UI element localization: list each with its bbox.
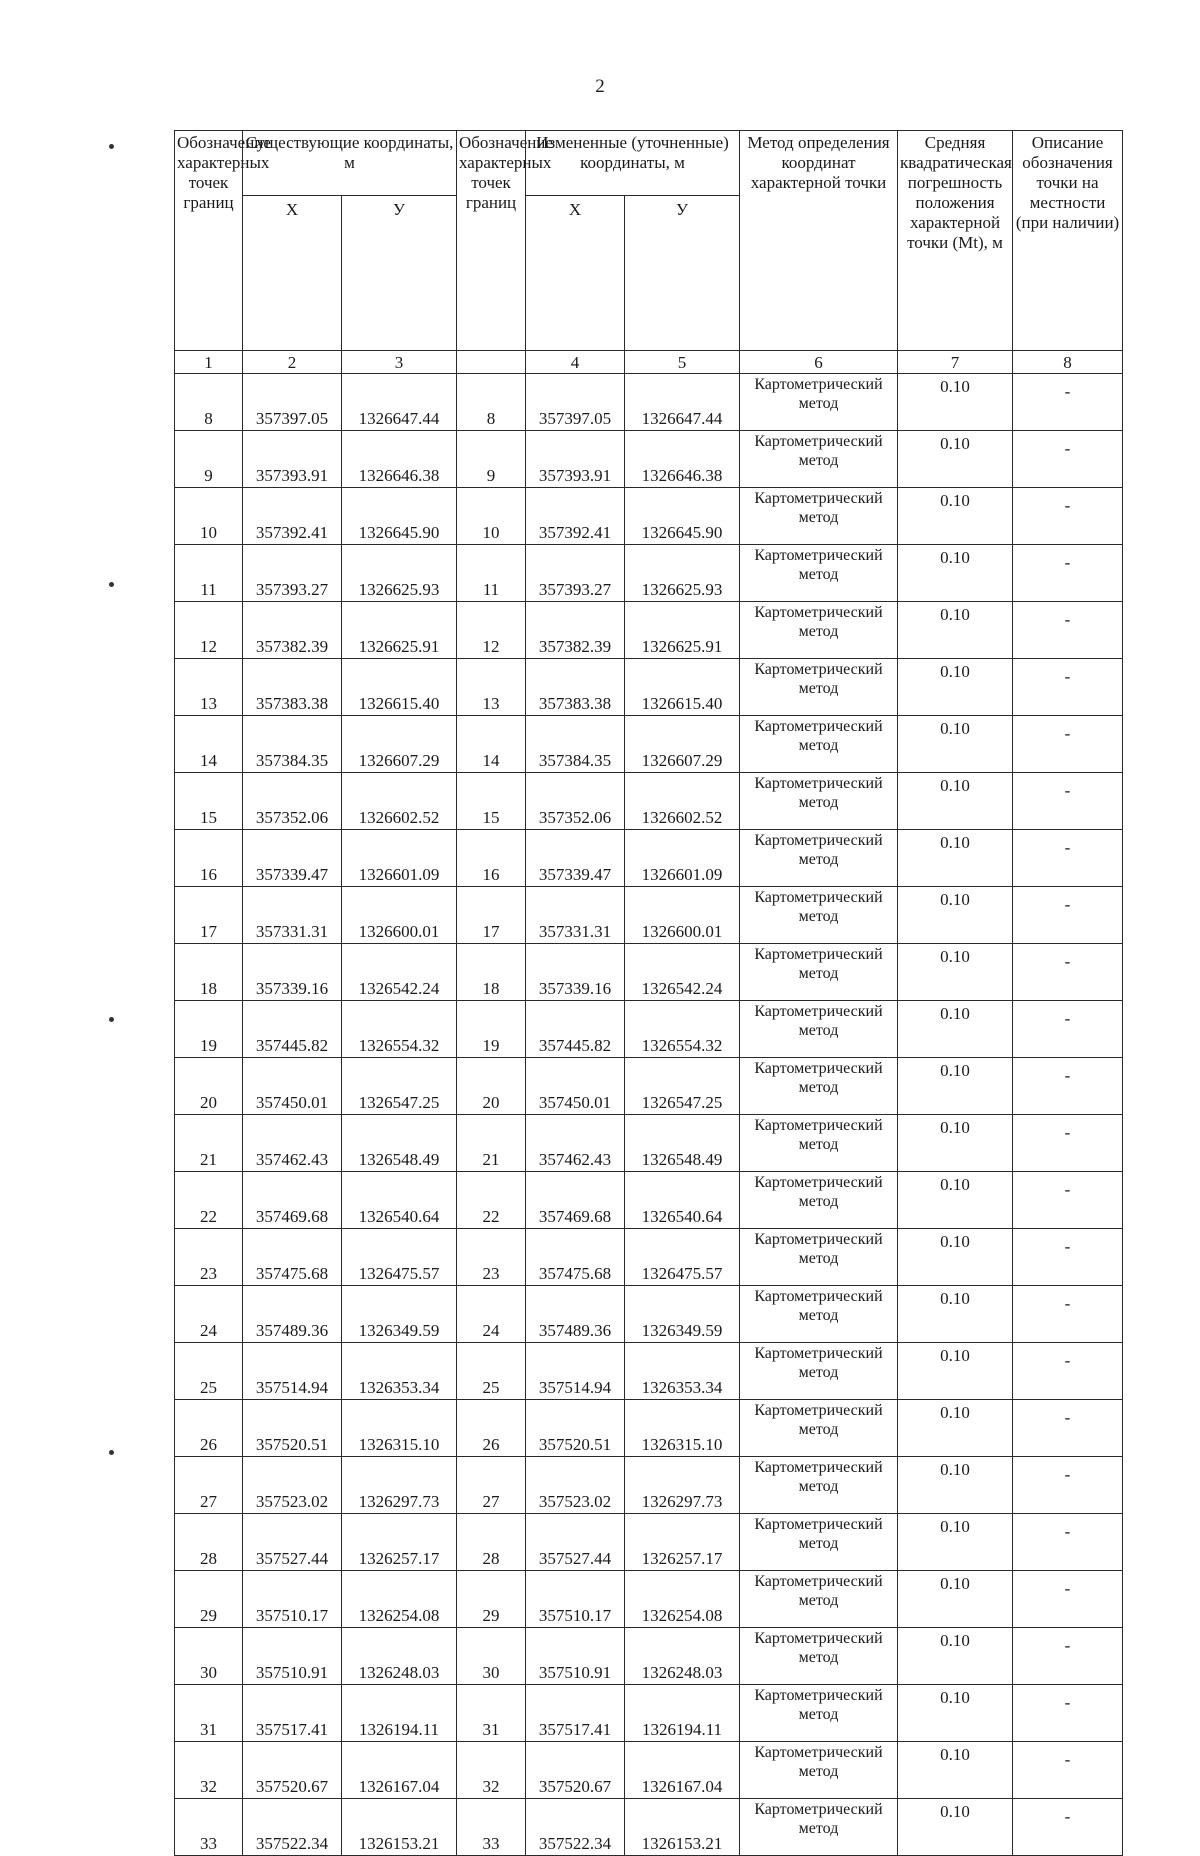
description: - — [1013, 1058, 1123, 1115]
table-row — [175, 1685, 1123, 1742]
point-id-existing: 13 — [175, 659, 243, 716]
y-changed: 1326647.44 — [625, 374, 740, 431]
y-existing: 1326297.73 — [342, 1457, 457, 1514]
accuracy: 0.10 — [898, 887, 1013, 944]
header-accuracy: Средняя квадратическая погрешность положения характерной точки (Мt), м — [898, 131, 1013, 351]
point-id-changed: 31 — [457, 1685, 526, 1742]
column-number: 5 — [625, 351, 740, 374]
accuracy: 0.10 — [898, 1400, 1013, 1457]
margin-dot — [109, 582, 114, 587]
point-id-changed: 16 — [457, 830, 526, 887]
table-row — [175, 431, 1123, 488]
x-existing: 357517.41 — [243, 1685, 342, 1742]
point-id-changed: 18 — [457, 944, 526, 1001]
column-number: 2 — [243, 351, 342, 374]
description: - — [1013, 1799, 1123, 1856]
point-id-existing: 32 — [175, 1742, 243, 1799]
x-existing: 357475.68 — [243, 1229, 342, 1286]
description: - — [1013, 1286, 1123, 1343]
method: Картометрический метод — [740, 1115, 898, 1172]
accuracy: 0.10 — [898, 1172, 1013, 1229]
point-id-existing: 21 — [175, 1115, 243, 1172]
description: - — [1013, 1343, 1123, 1400]
x-existing: 357339.16 — [243, 944, 342, 1001]
point-id-changed: 17 — [457, 887, 526, 944]
method: Картометрический метод — [740, 1058, 898, 1115]
y-changed: 1326248.03 — [625, 1628, 740, 1685]
page-number: 2 — [595, 76, 605, 97]
point-id-existing: 24 — [175, 1286, 243, 1343]
description: - — [1013, 1685, 1123, 1742]
y-changed: 1326615.40 — [625, 659, 740, 716]
x-existing: 357384.35 — [243, 716, 342, 773]
y-existing: 1326153.21 — [342, 1799, 457, 1856]
table-row — [175, 545, 1123, 602]
point-id-existing: 25 — [175, 1343, 243, 1400]
y-existing: 1326647.44 — [342, 374, 457, 431]
method: Картометрический метод — [740, 1229, 898, 1286]
y-changed: 1326542.24 — [625, 944, 740, 1001]
method: Картометрический метод — [740, 488, 898, 545]
accuracy: 0.10 — [898, 545, 1013, 602]
y-existing: 1326625.93 — [342, 545, 457, 602]
table-row — [175, 1115, 1123, 1172]
x-existing: 357520.67 — [243, 1742, 342, 1799]
y-changed: 1326554.32 — [625, 1001, 740, 1058]
x-changed: 357510.17 — [526, 1571, 625, 1628]
table-row — [175, 1457, 1123, 1514]
y-existing: 1326600.01 — [342, 887, 457, 944]
column-number: 1 — [175, 351, 243, 374]
header-point-changed: Обозначение характерных точек границ — [457, 131, 526, 351]
accuracy: 0.10 — [898, 659, 1013, 716]
y-changed: 1326297.73 — [625, 1457, 740, 1514]
header-description: Описание обозначения точки на местности (при наличии) — [1013, 131, 1123, 351]
y-changed: 1326645.90 — [625, 488, 740, 545]
point-id-changed: 26 — [457, 1400, 526, 1457]
description: - — [1013, 944, 1123, 1001]
description: - — [1013, 1001, 1123, 1058]
method: Картометрический метод — [740, 374, 898, 431]
point-id-existing: 9 — [175, 431, 243, 488]
point-id-changed: 25 — [457, 1343, 526, 1400]
x-existing: 357445.82 — [243, 1001, 342, 1058]
description: - — [1013, 374, 1123, 431]
table-row — [175, 488, 1123, 545]
x-changed: 357475.68 — [526, 1229, 625, 1286]
y-changed: 1326257.17 — [625, 1514, 740, 1571]
point-id-existing: 30 — [175, 1628, 243, 1685]
x-existing: 357489.36 — [243, 1286, 342, 1343]
accuracy: 0.10 — [898, 1286, 1013, 1343]
table-row — [175, 1514, 1123, 1571]
accuracy: 0.10 — [898, 1571, 1013, 1628]
method: Картометрический метод — [740, 1628, 898, 1685]
x-existing: 357397.05 — [243, 374, 342, 431]
method: Картометрический метод — [740, 545, 898, 602]
accuracy: 0.10 — [898, 1457, 1013, 1514]
x-changed: 357383.38 — [526, 659, 625, 716]
x-changed: 357462.43 — [526, 1115, 625, 1172]
accuracy: 0.10 — [898, 1628, 1013, 1685]
y-existing: 1326602.52 — [342, 773, 457, 830]
x-changed: 357397.05 — [526, 374, 625, 431]
point-id-changed: 22 — [457, 1172, 526, 1229]
y-changed: 1326167.04 — [625, 1742, 740, 1799]
table-row — [175, 1058, 1123, 1115]
accuracy: 0.10 — [898, 374, 1013, 431]
description: - — [1013, 488, 1123, 545]
x-changed: 357384.35 — [526, 716, 625, 773]
point-id-changed: 23 — [457, 1229, 526, 1286]
accuracy: 0.10 — [898, 1343, 1013, 1400]
description: - — [1013, 1742, 1123, 1799]
accuracy: 0.10 — [898, 488, 1013, 545]
method: Картометрический метод — [740, 1799, 898, 1856]
description: - — [1013, 1628, 1123, 1685]
x-existing: 357510.91 — [243, 1628, 342, 1685]
description: - — [1013, 1115, 1123, 1172]
header-y-existing: У — [342, 196, 457, 351]
method: Картометрический метод — [740, 1343, 898, 1400]
method: Картометрический метод — [740, 602, 898, 659]
table-row — [175, 1400, 1123, 1457]
y-existing: 1326475.57 — [342, 1229, 457, 1286]
header-row — [175, 131, 1123, 196]
y-existing: 1326353.34 — [342, 1343, 457, 1400]
description: - — [1013, 716, 1123, 773]
table-row — [175, 944, 1123, 1001]
point-id-changed: 28 — [457, 1514, 526, 1571]
y-existing: 1326645.90 — [342, 488, 457, 545]
accuracy: 0.10 — [898, 1514, 1013, 1571]
y-existing: 1326257.17 — [342, 1514, 457, 1571]
description: - — [1013, 1400, 1123, 1457]
point-id-existing: 18 — [175, 944, 243, 1001]
point-id-existing: 22 — [175, 1172, 243, 1229]
x-changed: 357520.51 — [526, 1400, 625, 1457]
column-number: 8 — [1013, 351, 1123, 374]
y-existing: 1326194.11 — [342, 1685, 457, 1742]
method: Картометрический метод — [740, 716, 898, 773]
point-id-changed: 19 — [457, 1001, 526, 1058]
point-id-changed: 29 — [457, 1571, 526, 1628]
x-changed: 357331.31 — [526, 887, 625, 944]
point-id-changed: 33 — [457, 1799, 526, 1856]
accuracy: 0.10 — [898, 1058, 1013, 1115]
x-changed: 357514.94 — [526, 1343, 625, 1400]
y-existing: 1326607.29 — [342, 716, 457, 773]
method: Картометрический метод — [740, 1514, 898, 1571]
x-existing: 357510.17 — [243, 1571, 342, 1628]
method: Картометрический метод — [740, 1685, 898, 1742]
method: Картометрический метод — [740, 830, 898, 887]
x-existing: 357392.41 — [243, 488, 342, 545]
table-row — [175, 1343, 1123, 1400]
y-changed: 1326602.52 — [625, 773, 740, 830]
x-existing: 357462.43 — [243, 1115, 342, 1172]
method: Картометрический метод — [740, 1571, 898, 1628]
table-row — [175, 1001, 1123, 1058]
point-id-existing: 12 — [175, 602, 243, 659]
point-id-changed: 20 — [457, 1058, 526, 1115]
accuracy: 0.10 — [898, 773, 1013, 830]
method: Картометрический метод — [740, 1457, 898, 1514]
x-changed: 357352.06 — [526, 773, 625, 830]
margin-dot — [109, 144, 114, 149]
table-row — [175, 830, 1123, 887]
y-changed: 1326625.93 — [625, 545, 740, 602]
point-id-existing: 19 — [175, 1001, 243, 1058]
x-existing: 357339.47 — [243, 830, 342, 887]
header-x-changed: X — [526, 196, 625, 351]
point-id-existing: 16 — [175, 830, 243, 887]
point-id-changed: 30 — [457, 1628, 526, 1685]
x-changed: 357339.16 — [526, 944, 625, 1001]
table-row — [175, 1286, 1123, 1343]
x-changed: 357445.82 — [526, 1001, 625, 1058]
y-existing: 1326547.25 — [342, 1058, 457, 1115]
x-existing: 357382.39 — [243, 602, 342, 659]
x-existing: 357469.68 — [243, 1172, 342, 1229]
y-changed: 1326607.29 — [625, 716, 740, 773]
description: - — [1013, 1457, 1123, 1514]
y-existing: 1326554.32 — [342, 1001, 457, 1058]
description: - — [1013, 887, 1123, 944]
x-existing: 357383.38 — [243, 659, 342, 716]
method: Картометрический метод — [740, 659, 898, 716]
y-existing: 1326646.38 — [342, 431, 457, 488]
table-row — [175, 1172, 1123, 1229]
y-existing: 1326315.10 — [342, 1400, 457, 1457]
y-existing: 1326349.59 — [342, 1286, 457, 1343]
x-existing: 357450.01 — [243, 1058, 342, 1115]
point-id-existing: 20 — [175, 1058, 243, 1115]
x-existing: 357514.94 — [243, 1343, 342, 1400]
y-changed: 1326547.25 — [625, 1058, 740, 1115]
y-existing: 1326625.91 — [342, 602, 457, 659]
y-changed: 1326601.09 — [625, 830, 740, 887]
column-number: 4 — [526, 351, 625, 374]
description: - — [1013, 773, 1123, 830]
point-id-changed: 9 — [457, 431, 526, 488]
table-row — [175, 1229, 1123, 1286]
x-changed: 357523.02 — [526, 1457, 625, 1514]
column-number: 7 — [898, 351, 1013, 374]
table-row — [175, 887, 1123, 944]
accuracy: 0.10 — [898, 830, 1013, 887]
accuracy: 0.10 — [898, 1685, 1013, 1742]
table-row — [175, 773, 1123, 830]
accuracy: 0.10 — [898, 944, 1013, 1001]
y-changed: 1326353.34 — [625, 1343, 740, 1400]
point-id-existing: 15 — [175, 773, 243, 830]
point-id-existing: 27 — [175, 1457, 243, 1514]
point-id-existing: 28 — [175, 1514, 243, 1571]
y-changed: 1326194.11 — [625, 1685, 740, 1742]
method: Картометрический метод — [740, 1286, 898, 1343]
method: Картометрический метод — [740, 1172, 898, 1229]
table-row — [175, 602, 1123, 659]
accuracy: 0.10 — [898, 431, 1013, 488]
header-changed-coords: Измененные (уточненные) координаты, м — [526, 131, 740, 196]
margin-dot — [109, 1450, 114, 1455]
point-id-existing: 31 — [175, 1685, 243, 1742]
point-id-changed: 21 — [457, 1115, 526, 1172]
table-row — [175, 659, 1123, 716]
column-number: 6 — [740, 351, 898, 374]
table-row — [175, 1628, 1123, 1685]
y-existing: 1326540.64 — [342, 1172, 457, 1229]
x-existing: 357331.31 — [243, 887, 342, 944]
point-id-changed: 8 — [457, 374, 526, 431]
accuracy: 0.10 — [898, 1115, 1013, 1172]
y-changed: 1326625.91 — [625, 602, 740, 659]
y-existing: 1326601.09 — [342, 830, 457, 887]
column-number: 3 — [342, 351, 457, 374]
accuracy: 0.10 — [898, 1001, 1013, 1058]
x-changed: 357517.41 — [526, 1685, 625, 1742]
x-existing: 357522.34 — [243, 1799, 342, 1856]
description: - — [1013, 602, 1123, 659]
method: Картометрический метод — [740, 887, 898, 944]
x-existing: 357352.06 — [243, 773, 342, 830]
table-row — [175, 1571, 1123, 1628]
point-id-existing: 23 — [175, 1229, 243, 1286]
point-id-changed: 32 — [457, 1742, 526, 1799]
x-changed: 357382.39 — [526, 602, 625, 659]
accuracy: 0.10 — [898, 1229, 1013, 1286]
point-id-existing: 29 — [175, 1571, 243, 1628]
description: - — [1013, 431, 1123, 488]
table-row — [175, 1742, 1123, 1799]
column-number — [457, 351, 526, 374]
y-existing: 1326167.04 — [342, 1742, 457, 1799]
method: Картометрический метод — [740, 1001, 898, 1058]
y-changed: 1326600.01 — [625, 887, 740, 944]
y-existing: 1326254.08 — [342, 1571, 457, 1628]
point-id-changed: 24 — [457, 1286, 526, 1343]
y-existing: 1326615.40 — [342, 659, 457, 716]
y-changed: 1326349.59 — [625, 1286, 740, 1343]
point-id-existing: 14 — [175, 716, 243, 773]
x-changed: 357393.91 — [526, 431, 625, 488]
accuracy: 0.10 — [898, 602, 1013, 659]
y-changed: 1326254.08 — [625, 1571, 740, 1628]
table-row — [175, 716, 1123, 773]
description: - — [1013, 1514, 1123, 1571]
description: - — [1013, 1229, 1123, 1286]
accuracy: 0.10 — [898, 716, 1013, 773]
x-changed: 357520.67 — [526, 1742, 625, 1799]
point-id-changed: 15 — [457, 773, 526, 830]
accuracy: 0.10 — [898, 1799, 1013, 1856]
description: - — [1013, 545, 1123, 602]
y-existing: 1326248.03 — [342, 1628, 457, 1685]
x-changed: 357392.41 — [526, 488, 625, 545]
y-changed: 1326646.38 — [625, 431, 740, 488]
method: Картометрический метод — [740, 1400, 898, 1457]
method: Картометрический метод — [740, 773, 898, 830]
x-changed: 357522.34 — [526, 1799, 625, 1856]
point-id-changed: 10 — [457, 488, 526, 545]
x-changed: 357527.44 — [526, 1514, 625, 1571]
coordinates-table — [174, 130, 1123, 1856]
point-id-existing: 33 — [175, 1799, 243, 1856]
description: - — [1013, 659, 1123, 716]
point-id-existing: 17 — [175, 887, 243, 944]
point-id-changed: 14 — [457, 716, 526, 773]
point-id-changed: 27 — [457, 1457, 526, 1514]
description: - — [1013, 1571, 1123, 1628]
x-changed: 357393.27 — [526, 545, 625, 602]
column-number-row — [175, 351, 1123, 374]
x-existing: 357393.27 — [243, 545, 342, 602]
x-changed: 357510.91 — [526, 1628, 625, 1685]
margin-dot — [109, 1017, 114, 1022]
x-changed: 357339.47 — [526, 830, 625, 887]
table-row — [175, 1799, 1123, 1856]
description: - — [1013, 830, 1123, 887]
point-id-changed: 13 — [457, 659, 526, 716]
x-changed: 357450.01 — [526, 1058, 625, 1115]
point-id-changed: 12 — [457, 602, 526, 659]
method: Картометрический метод — [740, 431, 898, 488]
point-id-changed: 11 — [457, 545, 526, 602]
y-existing: 1326548.49 — [342, 1115, 457, 1172]
y-changed: 1326315.10 — [625, 1400, 740, 1457]
method: Картометрический метод — [740, 1742, 898, 1799]
y-existing: 1326542.24 — [342, 944, 457, 1001]
x-existing: 357527.44 — [243, 1514, 342, 1571]
x-existing: 357520.51 — [243, 1400, 342, 1457]
point-id-existing: 26 — [175, 1400, 243, 1457]
y-changed: 1326475.57 — [625, 1229, 740, 1286]
header-existing-coords: Существующие координаты, м — [243, 131, 457, 196]
accuracy: 0.10 — [898, 1742, 1013, 1799]
point-id-existing: 10 — [175, 488, 243, 545]
point-id-existing: 8 — [175, 374, 243, 431]
method: Картометрический метод — [740, 944, 898, 1001]
y-changed: 1326153.21 — [625, 1799, 740, 1856]
x-changed: 357469.68 — [526, 1172, 625, 1229]
table-row — [175, 374, 1123, 431]
header-y-changed: У — [625, 196, 740, 351]
point-id-existing: 11 — [175, 545, 243, 602]
header-x-existing: X — [243, 196, 342, 351]
x-existing: 357393.91 — [243, 431, 342, 488]
header-method: Метод определения координат характерной точки — [740, 131, 898, 351]
x-existing: 357523.02 — [243, 1457, 342, 1514]
y-changed: 1326548.49 — [625, 1115, 740, 1172]
header-point-existing: Обозначение характерных точек границ — [175, 131, 243, 351]
description: - — [1013, 1172, 1123, 1229]
x-changed: 357489.36 — [526, 1286, 625, 1343]
y-changed: 1326540.64 — [625, 1172, 740, 1229]
